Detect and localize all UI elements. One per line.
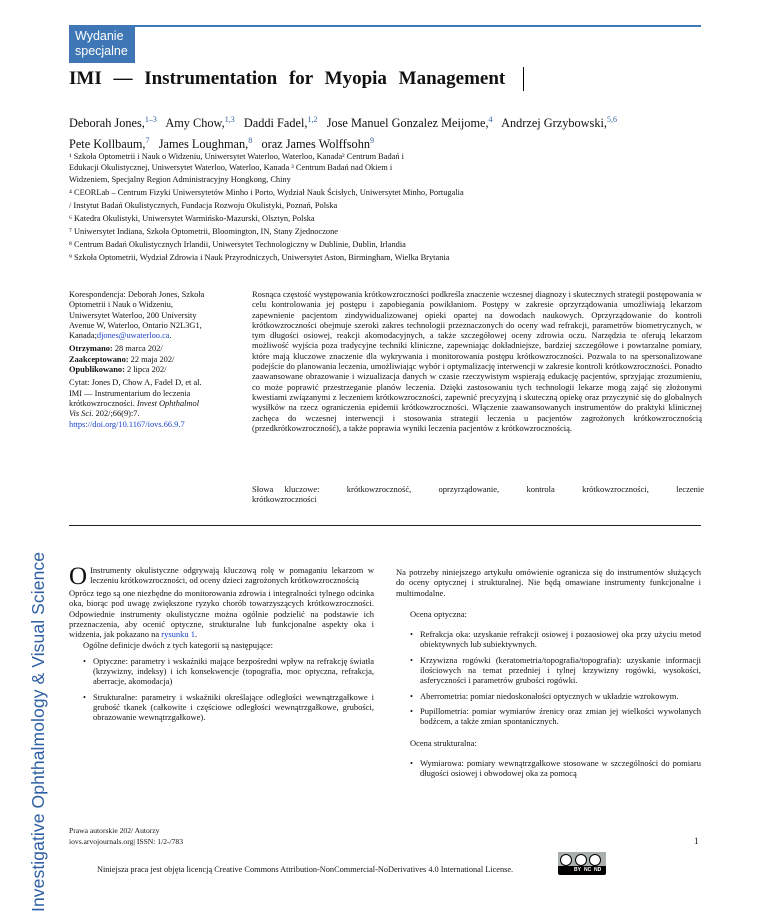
author-list [69,111,669,153]
subheading: Ocena optyczna: [410,608,467,619]
structural-list [410,758,701,779]
body-left-column [69,565,374,728]
affiliation: Widzeniem, Specjalny Region Administracyjny Hongkong, Chiny [69,174,291,184]
affiliation: ⁴ CEORLab – Centrum Fizyki Uniwersytetów Minho i Porto, Wydział Nauk Ścisłych, Uniwersytet Minho, Portugalia [69,187,464,197]
cc-license-icon[interactable]: BY NC ND [558,852,606,875]
dates: Otrzymano: 28 marca 202/ Zaakceptowano: 22 maja 202/ Opublikowano: 2 lipca 202/ [69,344,175,375]
author[interactable]: Daddi Fadel,$^{1,2}$ [243,115,318,130]
noncommercial-icon [589,854,601,866]
attribution-icon [575,854,587,866]
affiliation: ⁶ Katedra Okulistyki, Uniwersytet Warmińsko-Mazurski, Olsztyn, Polska [69,213,315,223]
header-rule [69,25,701,27]
list-item: • Optyczne: parametry i wskaźniki mające bezpośredni wpływ na refrakcję światła (krzywizny, indeksy) i ich konsekwencje (topografia, moc optyczna, refrakcja, aberracje, akomodacja) [83,656,374,687]
drop-cap: O [69,563,88,590]
email-link[interactable]: djones@uwaterloo.ca [96,331,170,341]
author[interactable]: Pete Kollbaum,$^7$ [69,136,150,151]
list-item: • Aberrometria: pomiar niedoskonałości optycznych w układzie wzrokowym. [410,691,701,701]
subheading: Ocena strukturalna: [410,737,477,748]
list-item: • Wymiarowa: pomiary wewnątrzgałkowe stosowane w szczególności do pomiaru długości osiowej i obwodowej oka za pomocą [410,758,701,779]
author[interactable]: oraz James Wolffsohn$^9$ [261,136,374,151]
author[interactable]: James Loughman,$^8$ [158,136,253,151]
section-rule [69,525,701,526]
affiliations [69,151,629,265]
list-item: • Pupillometria: pomiar wymiarów źrenicy oraz zmian jej wielkości wywołanych bodźcem, a także zmian spontanicznych. [410,706,701,727]
journal-side-title: Investigative Ophthalmology & Visual Science [28,551,48,912]
body-right-column [396,567,701,783]
special-edition-badge [69,26,135,63]
text-cursor [523,67,524,91]
category-list [83,656,374,723]
correspondence: Korespondencja: Deborah Jones, Szkoła Optometrii i Nauk o Widzeniu, Uniwersytet Waterloo, 200 University Avenue W, Waterloo, Ontario N2L3G1, Kanada;djones@uwaterloo.ca. [69,290,205,341]
cc-icon [560,854,572,866]
affiliation: ⁹ Szkoła Optometrii, Wydział Zdrowia i Nauk Przyrodniczych, Uniwersytet Aston, Birmingham, Wielka Brytania [69,252,450,262]
page-number: 1 [694,836,699,846]
article-meta [69,290,239,433]
paragraph: Oprócz tego są one niezbędne do monitorowania zdrowia i integralności tylnego odcinka oka, biorąc pod uwagę zwiększone ryzyko chorób towarzyszących krótkowzroczności. Odpowiednie instrumenty okulistyczne można ogólnie podzielić na podstawie ich przeznaczenia, aby ocenić optyczne, strukturalne lub funkcjonalne aspekty oka i widzenia, jak pokazano na rysunku 1. [69,588,374,640]
badge-line1: Wydanie [75,29,124,43]
paragraph: Instrumenty okulistyczne odgrywają kluczową rolę w pomaganiu lekarzom w leczeniu krótkowzroczności, od oceny dzieci zagrożonych krótkowzrocznością [90,565,374,586]
author[interactable]: Jose Manuel Gonzalez Meijome,$^4$ [326,115,493,130]
list-item: • Krzywizna rogówki (keratometria/topografia/topografia): uzyskanie informacji ilościowych na temat przedniej i tylnej krzywizny rogówki, wysokości, asferyczności i parametrów grubości rogówki. [410,655,701,686]
citation: Cytat: Jones D, Chow A, Fadel D, et al. IMI — Instrumentarium do leczenia krótkowzroczności. Invest Ophthalmol Vis Sci. 202/;66(9):7. https://doi.org/10.1167/iovs.66.9.7 [69,378,202,429]
affiliation: ¹ Szkoła Optometrii i Nauk o Widzeniu, Uniwersytet Waterloo, Waterloo, Kanada² Centrum Badań i [69,152,404,161]
affiliation: Edukacji Okulistycznej, Uniwersytet Waterloo, Waterloo, Kanada ³ Centrum Badań nad Okiem i [69,163,393,173]
license-text: Niniejsza praca jest objęta licencją Creative Commons Attribution-NonCommercial-NoDerivatives 4.0 International License. [97,865,514,874]
affiliation: ⁸ Centrum Badań Okulistycznych Irlandii, Uniwersytet Technologiczny w Dublinie, Dublin, Irlandia [69,239,406,249]
list-item: • Strukturalne: parametry i wskaźniki określające odległości wewnątrzgałkowe i grubość tkanek (całkowite i częściowe odległości wewnątrzgałkowe, grubości, obrazowanie wewnątrzgałkowe). [83,692,374,723]
author[interactable]: Deborah Jones,$^{1-3}$ [69,115,157,130]
paragraph: Ogólne definicje dwóch z tych kategorii są następujące: [83,640,273,651]
optical-list [410,629,701,726]
affiliation: ⁷ Uniwersytet Indiana, Szkoła Optometrii, Bloomington, IN, Stany Zjednoczone [69,226,339,236]
figure-link[interactable]: rysunku 1 [161,629,196,640]
article-title: IMI — Instrumentation for Myopia Management [69,68,506,89]
author[interactable]: Andrzej Grzybowski,$^{5,6}$ [501,115,617,130]
affiliation: / Instytut Badań Okulistycznych, Fundacja Rozwoju Okulistyki, Poznań, Polska [69,200,338,210]
badge-line2: specjalne [75,44,128,58]
footer-copyright: Prawa autorskie 202/ Autorzy iovs.arvojournals.org| ISSN: 1/2-/783 [69,826,184,846]
doi-link[interactable]: https://doi.org/10.1167/iovs.66.9.7 [69,419,185,429]
keywords: Słowa kluczowe: krótkowzroczność, oprzyrządowanie, kontrola krótkowzroczności, leczenie krótkowzroczności [252,484,705,505]
list-item: • Refrakcja oka: uzyskanie refrakcji osiowej i pozaosiowej oka przy użyciu metod obiektywnych lub subiektywnych. [410,629,701,650]
author[interactable]: Amy Chow,$^{1,3}$ [165,115,235,130]
abstract: Rosnąca częstość występowania krótkowzroczności podkreśla znaczenie wczesnej diagnozy i skutecznych strategii postępowania w celu kontrolowania jej postępu i zapobiegania powikłaniom. Postępy w zakresie oprzyrządowania umożliwiają lekarzom zapewnienie pacjentom zindywidualizowanej opieki opartej na dowodach naukowych. Oprzyrządowanie do kontroli krótkowzroczności obejmuje szeroki zakres technologii przeznaczonych do oceny wad refrakcji, parametrów biometrycznych, w tym długości osiowej, reakcji akomodacyjnych, a także szczegółowej oceny zdrowia oczu. Narzędzia te oferują lekarzom możliwość wyjścia poza tradycyjne techniki kliniczne, zapewniając dokładniejsze, bardziej szczegółowe i powtarzalne pomiary, które mają kluczowe znaczenie dla wykrywania i monitorowania postępu krótkowzroczności. Pozwala to na spersonalizowane podejście do planowania leczenia, umożliwiając wybór i optymalizację interwencji w zakresie kontroli krótkowzroczności. Ponadto zaawansowane obrazowanie i wizualizacja danych w czasie rzeczywistym wspierają edukację pacjentów, sprzyjając zrozumieniu, co może poprawić przestrzeganie planów leczenia. Dzięki zastosowaniu tych technologii lekarze mogą zająć się złożonymi kwestiami związanymi z leczeniem krótkowzroczności, zapewnić precyzyjną i skuteczną opiekę oraz przyczynić się do globalnych wysiłków na rzecz ograniczenia epidemii krótkowzroczności. Włączenie zaawansowanych instrumentów do praktyki klinicznej zachęca do wczesnej interwencji i stosowania strategii leczenia u pacjentów zagrożonych krótkowzrocznością (przedkrótkowzroczność), a także poprawia wyniki leczenia pacjentów z krótkowzrocznością. [252,289,702,433]
paragraph: Na potrzeby niniejszego artykułu omówienie ogranicza się do instrumentów służących do oceny optycznej i strukturalnej. Nie będą omawiane instrumenty funkcjonalne i multimodalne. [396,567,701,598]
